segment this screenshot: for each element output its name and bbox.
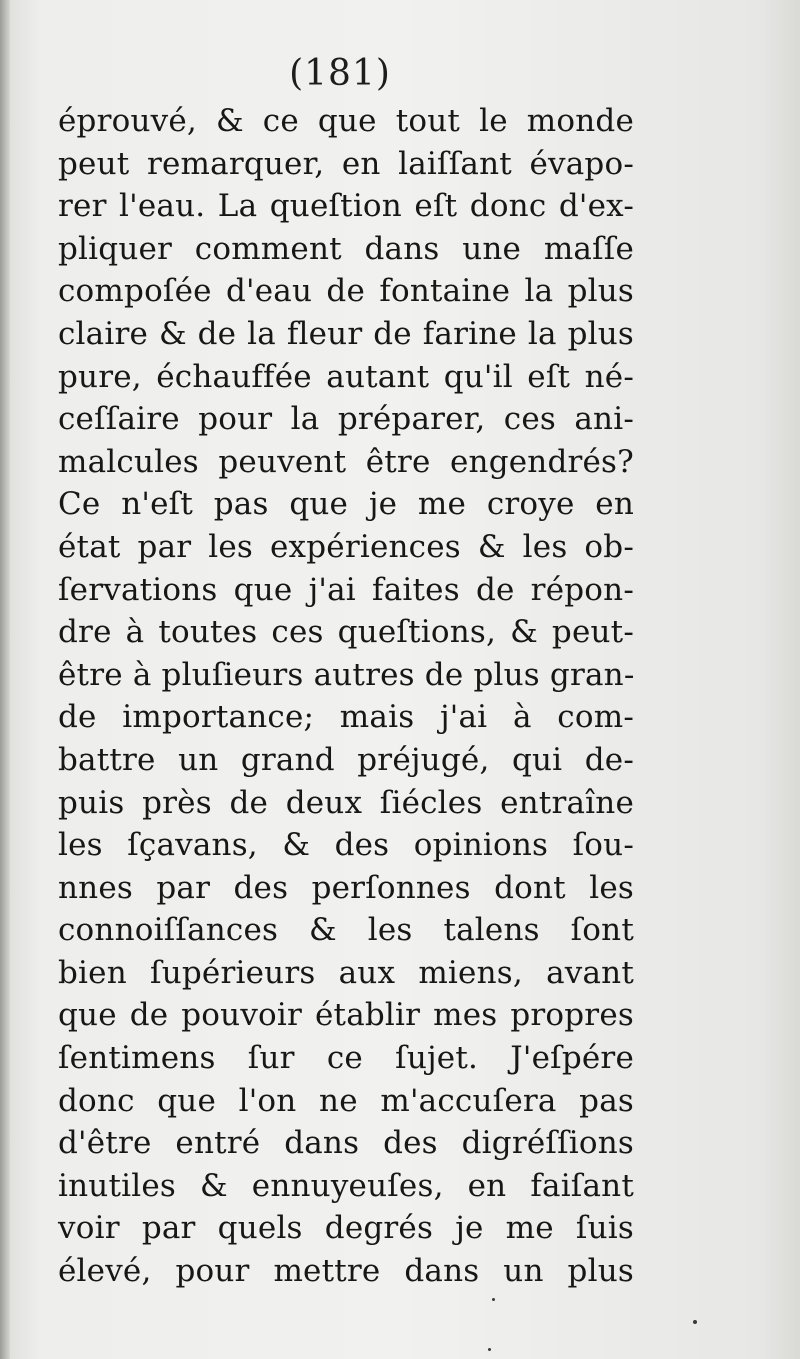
- text-line: les ſçavans, & des opinions ſou-: [58, 827, 634, 864]
- ink-speck: [492, 1298, 495, 1301]
- text-line: rer l'eau. La queſtion eſt donc d'ex-: [58, 188, 634, 225]
- text-line: connoiſſances & les talens ſont: [58, 912, 634, 949]
- text-line: ſentimens ſur ce ſujet. J'eſpére: [58, 1040, 634, 1077]
- text-line: être à pluſieurs autres de plus gran-: [58, 656, 635, 693]
- text-line: voir par quels degrés je me ſuis: [58, 1210, 634, 1247]
- text-line: puis près de deux ſiécles entraîne: [58, 784, 634, 821]
- text-line: nnes par des perſonnes dont les: [58, 869, 634, 906]
- text-line: donc que l'on ne m'accuſera pas: [58, 1082, 634, 1119]
- text-line: ceſſaire pour la préparer, ces ani-: [58, 401, 634, 438]
- body-text: [58, 100, 634, 1293]
- text-line: pliquer comment dans une maſſe: [58, 230, 634, 267]
- text-line: battre un grand préjugé, qui de-: [58, 741, 634, 778]
- text-line: éprouvé, & ce que tout le monde: [58, 103, 634, 139]
- text-line: malcules peuvent être engendrés?: [58, 443, 634, 480]
- ink-speck: [488, 1348, 491, 1351]
- text-line: bien ſupérieurs aux miens, avant: [58, 954, 634, 991]
- text-line: que de pouvoir établir mes propres: [58, 997, 634, 1034]
- text-line: claire & de la fleur de farine la plus: [58, 315, 634, 352]
- page-number: (181): [289, 53, 391, 94]
- text-line: Ce n'eſt pas que je me croye en: [58, 486, 634, 523]
- page-edge-shadow: [0, 0, 10, 1359]
- text-line: dre à toutes ces queſtions, & peut-: [58, 614, 634, 651]
- text-line: pure, échauffée autant qu'il eſt né-: [58, 358, 634, 395]
- text-line: compoſée d'eau de fontaine la plus: [58, 273, 634, 310]
- text-line: d'être entré dans des digréſſions: [58, 1125, 634, 1162]
- text-line: élevé, pour mettre dans un plus: [58, 1253, 634, 1290]
- text-line: état par les expériences & les ob-: [58, 528, 634, 565]
- text-line: inutiles & ennuyeuſes, en faiſant: [58, 1167, 634, 1204]
- text-line: de importance; mais j'ai à com-: [58, 699, 634, 736]
- text-line: peut remarquer, en laiſſant évapo-: [58, 145, 634, 182]
- ink-speck: [693, 1320, 697, 1324]
- text-line: ſervations que j'ai faites de répon-: [58, 571, 634, 608]
